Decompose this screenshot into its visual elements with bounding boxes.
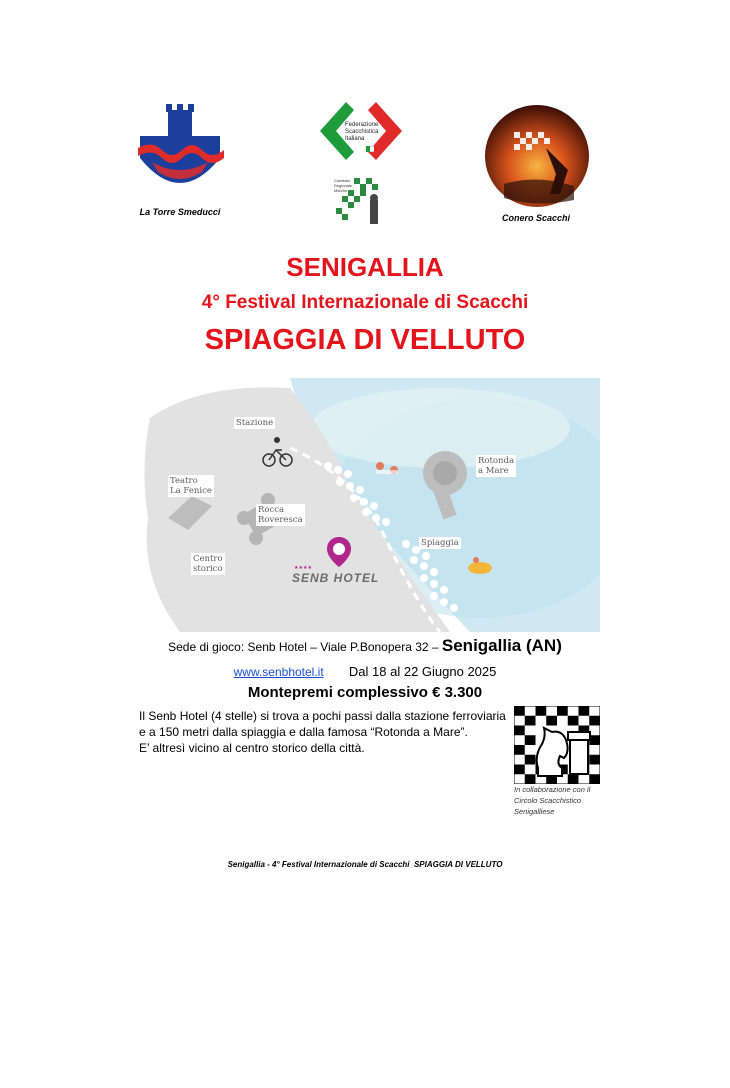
event-dates: Dal 18 al 22 Giugno 2025 — [348, 664, 497, 679]
collab-line-3: Senigalliese — [514, 807, 555, 816]
regional-committee-text: Comitato Regionale Marche — [334, 178, 353, 193]
footer-city: Senigallia - 4° Festival Internazionale di Scacchi — [227, 860, 410, 869]
title-city: SENIGALLIA — [286, 252, 444, 282]
description-line-1: Il Senb Hotel (4 stelle) si trova a pochi passi dalla stazione ferroviaria e a 150 metri dalla spiaggia e dalla famosa “Rotonda a Mare”. — [139, 709, 506, 739]
hotel-name: SENB HOTEL — [292, 571, 380, 585]
conero-scacchi-logo — [484, 104, 590, 208]
fsi-logo-text: Federazione Scacchistica Italiana — [345, 122, 379, 142]
map-label-rocca: Rocca Roveresca — [258, 505, 303, 525]
location-map — [140, 378, 600, 632]
prize-fund: Montepremi complessivo € 3.300 — [247, 684, 483, 701]
torre-smeducci-caption: La Torre Smeducci — [139, 207, 221, 217]
collaboration-note — [514, 784, 614, 817]
map-label-spiaggia: Spiaggia — [421, 538, 459, 548]
venue-line — [0, 636, 730, 656]
page-footer — [0, 860, 730, 869]
map-label-rotonda: Rotonda a Mare — [478, 456, 515, 476]
circolo-senigalliese-logo — [514, 706, 600, 784]
map-illustration — [140, 378, 600, 632]
torre-smeducci-logo — [132, 100, 228, 208]
map-label-teatro: Teatro La Fenice — [170, 476, 212, 496]
collab-line-1: In collaborazione con il — [514, 785, 591, 794]
map-label-centro: Centro storico — [193, 554, 223, 574]
footer-event: SPIAGGIA DI VELLUTO — [413, 860, 503, 869]
hotel-description — [139, 708, 509, 756]
hotel-pin-icon — [326, 536, 352, 568]
venue-city: Senigallia (AN) — [441, 636, 562, 655]
description-line-2: E’ altresì vicino al centro storico della città. — [139, 741, 365, 755]
hotel-website-link[interactable]: www.senbhotel.it — [233, 665, 324, 679]
title-event: SPIAGGIA DI VELLUTO — [204, 324, 526, 356]
conero-sunset-icon — [484, 104, 590, 208]
website-dates-line — [0, 664, 730, 679]
hotel-stars: ★★★★ — [294, 565, 312, 571]
tower-shield-icon — [132, 100, 228, 208]
title-festival: 4° Festival Internazionale di Scacchi — [201, 292, 529, 313]
collab-line-2: Circolo Scacchistico — [514, 796, 582, 805]
conero-scacchi-caption: Conero Scacchi — [501, 213, 571, 223]
fsi-italy-flag — [366, 146, 378, 152]
venue-address: Sede di gioco: Senb Hotel – Viale P.Bonopera 32 – — [168, 640, 442, 654]
chess-knight-icon — [514, 706, 600, 784]
map-label-stazione: Stazione — [236, 418, 274, 428]
